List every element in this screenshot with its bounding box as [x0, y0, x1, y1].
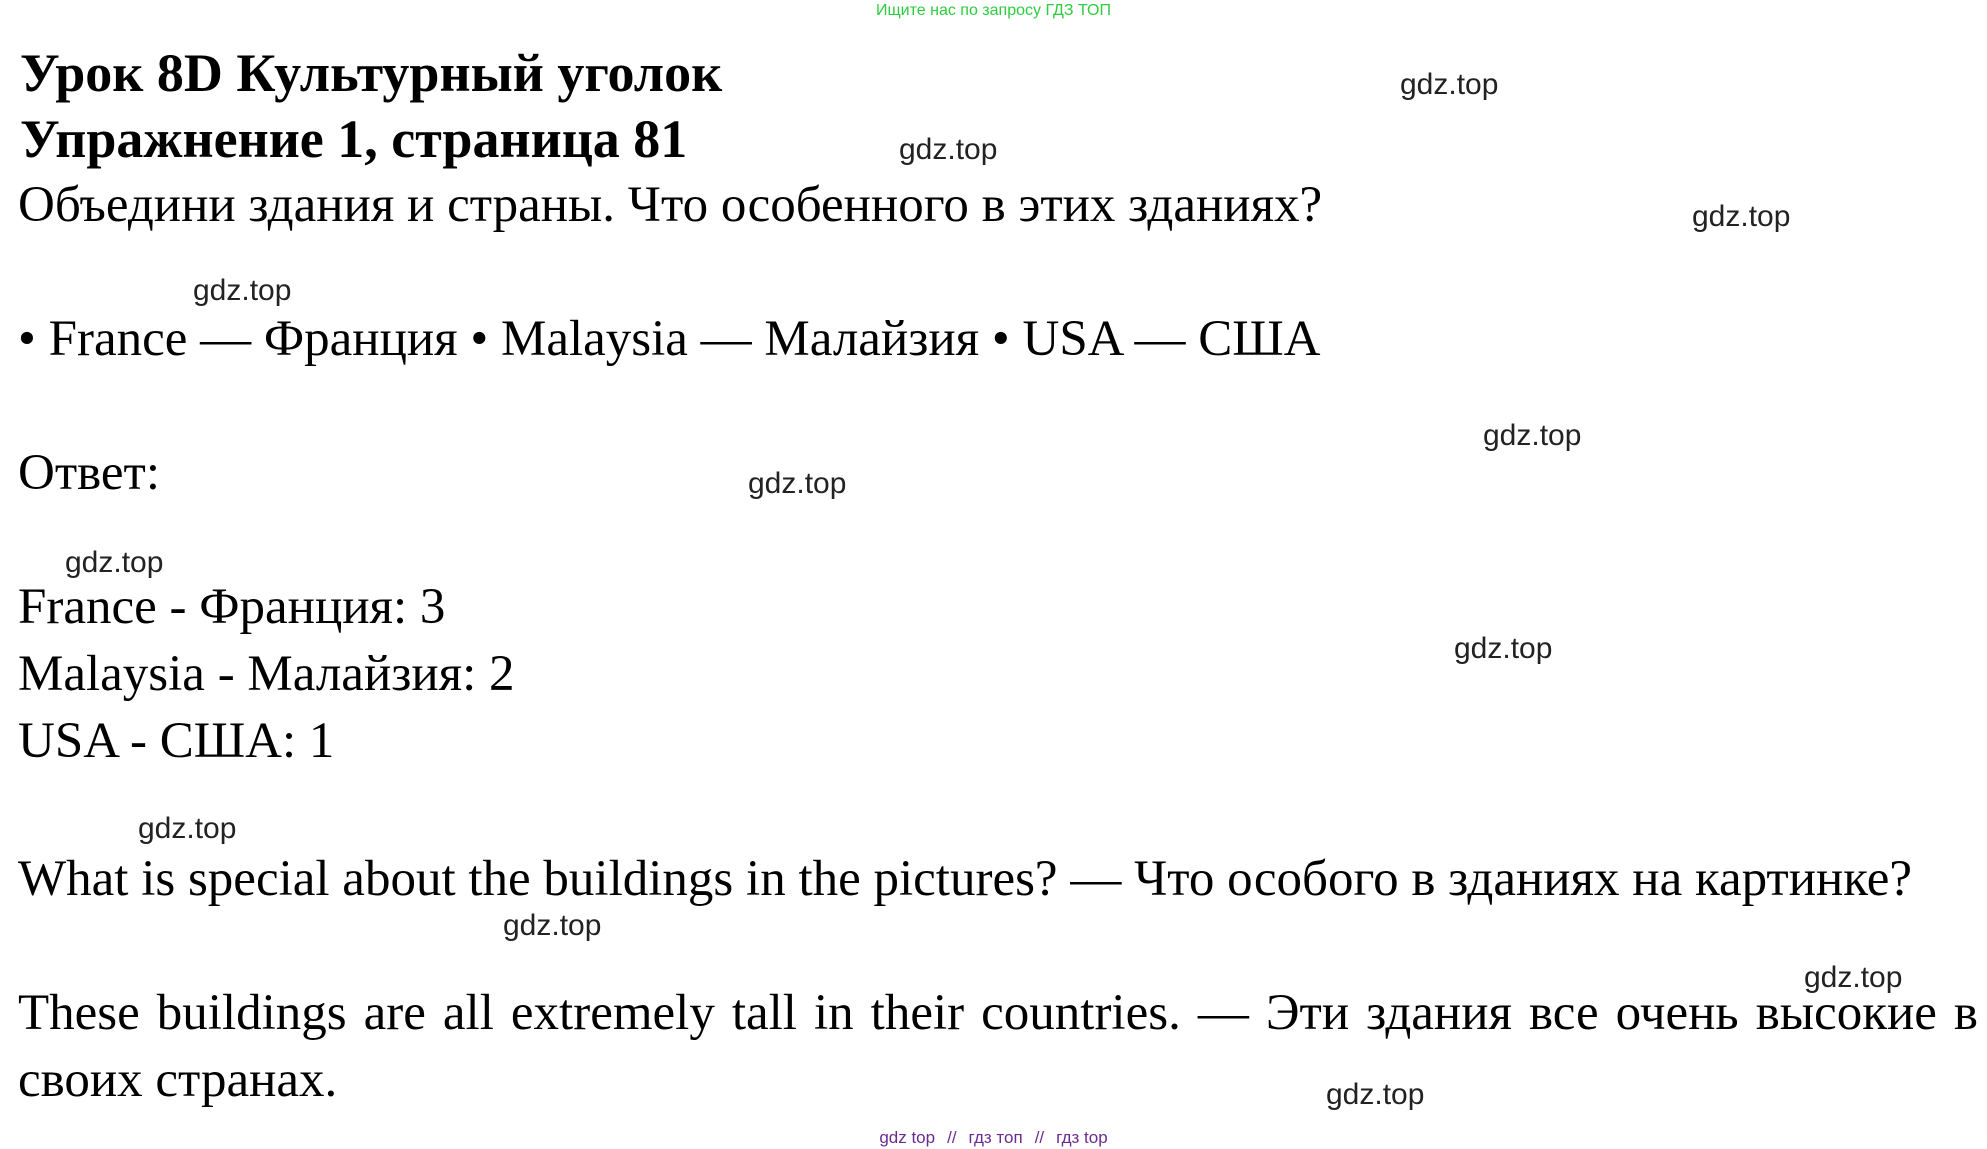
- answer-line: France - Франция: 3: [18, 579, 446, 635]
- watermark: gdz.top: [503, 909, 602, 942]
- watermark: gdz.top: [193, 274, 292, 307]
- answer-paragraph: These buildings are all extremely tall in their countries. — Эти здания все очень высокие в своих странах.: [18, 985, 1978, 1108]
- watermark: gdz.top: [65, 546, 164, 579]
- options-line: • France — Франция • Malaysia — Малайзия • USA — США: [18, 311, 1321, 367]
- watermark: gdz.top: [1400, 68, 1499, 101]
- watermark: gdz.top: [748, 467, 847, 500]
- watermark: gdz.top: [899, 133, 998, 166]
- task-text: Объедини здания и страны. Что особенного в этих зданиях?: [18, 177, 1323, 233]
- watermark: gdz.top: [1454, 632, 1553, 665]
- answer-line: Malaysia - Малайзия: 2: [18, 646, 515, 702]
- watermark: gdz.top: [1692, 200, 1791, 233]
- footer-item: gdz top: [879, 1128, 936, 1147]
- footer-separator: //: [947, 1128, 957, 1147]
- watermark: gdz.top: [1326, 1078, 1425, 1111]
- top-banner: [0, 0, 1987, 22]
- footer-links: [0, 1128, 1987, 1148]
- watermark: gdz.top: [1483, 419, 1582, 452]
- footer-item: гдз top: [1056, 1128, 1108, 1147]
- top-banner-text: Ищите нас по запросу ГДЗ ТОП: [876, 2, 1111, 19]
- answer-line: USA - США: 1: [18, 713, 335, 769]
- answer-label: Ответ:: [18, 445, 160, 501]
- watermark: gdz.top: [138, 812, 237, 845]
- watermark: gdz.top: [1804, 961, 1903, 994]
- page-title: Урок 8D Культурный уголок: [20, 43, 723, 103]
- footer-item: гдз топ: [968, 1128, 1023, 1147]
- footer-separator: //: [1034, 1128, 1045, 1147]
- question-paragraph: What is special about the buildings in the pictures? — Что особого в зданиях на картинке?: [18, 851, 1913, 907]
- exercise-subtitle: Упражнение 1, страница 81: [20, 109, 688, 169]
